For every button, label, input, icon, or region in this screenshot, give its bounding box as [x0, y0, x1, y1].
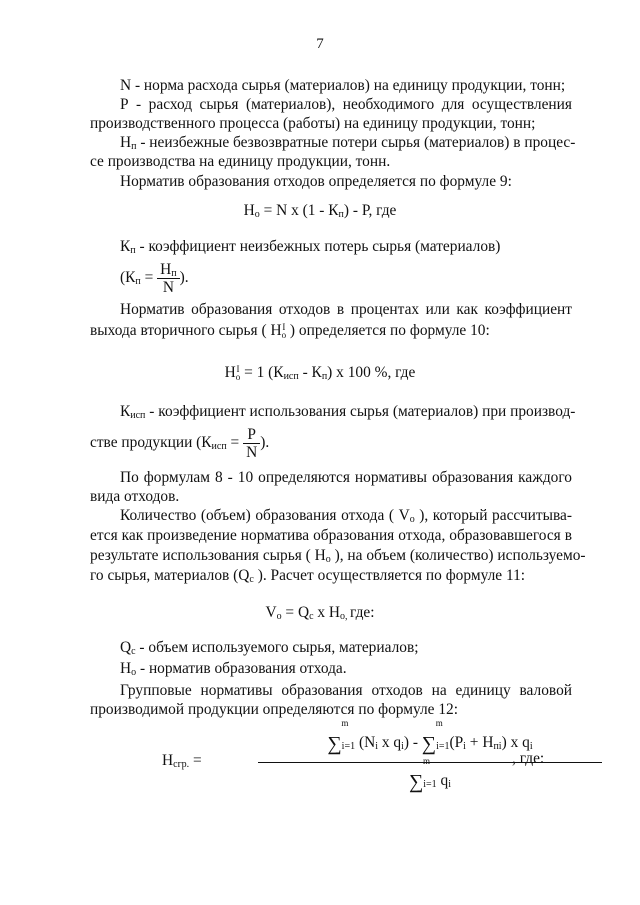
- text-line: производственного процесса (работы) на единицу продукции, тонн;: [90, 115, 536, 132]
- text-line: По формулам 8 - 10 определяются нормативы образования каждого: [120, 469, 572, 486]
- text-line: производимой продукции определяются по формуле 12:: [90, 701, 459, 718]
- formula-kp: ($К_п$ = $\frac{Н_п}{N}$ ).: [120, 260, 189, 296]
- formula-10: Н I о = 1 $(К_{исп} - К_п)$ х 100 %, где: [224, 364, 416, 383]
- text-line: $Q_с$ - объем используемого сырья, материалов;: [120, 639, 419, 657]
- text-line: N - норма расхода сырья (материалов) на единицу продукции, тонн;: [120, 77, 566, 94]
- text-line: се производства на единицу продукции, тонн.: [90, 153, 391, 170]
- formula-12-numerator: m $\sum_{i=1}$ ($N_i$ х $q_i$) - m $\sum_{i=1}(P_i + H_{пi})$ х $q_i$: [327, 718, 533, 755]
- text-line: го сырья, материалов ($Q_с$ ). Расчет осуществляется по формуле 11:: [90, 567, 526, 585]
- text-line: $Н_о$ - норматив образования отхода.: [120, 660, 347, 678]
- fraction: $\frac{Р}{N}$: [243, 426, 260, 461]
- text-line: Норматив образования отходов в процентах или как коэффициент: [120, 301, 572, 318]
- page-number: 7: [316, 36, 324, 52]
- formula-12-tail: , где:: [512, 750, 545, 767]
- text-line: Норматив образования отходов определяется по формуле 9:: [120, 173, 512, 190]
- text-line: Р - расход сырья (материалов), необходимого для осуществления: [120, 96, 572, 113]
- text-line: ется как произведение норматива образования отхода, образовавшегося в: [90, 527, 572, 544]
- text-line: выхода вторичного сырья ( Н I о ) определяется по формуле 10:: [90, 322, 490, 341]
- formula-12-lhs: $Н_{сгр.}$ =: [162, 752, 202, 770]
- fraction: $\frac{Н_п}{N}$: [157, 261, 179, 296]
- text-line: Количество (объем) образования отхода ( $V_о$ ), который рассчитыва-: [120, 507, 572, 525]
- text-line: результате использования сырья ( $Н_о$ ), на объем (количество) используемо-: [90, 547, 586, 565]
- text-line: стве продукции ($К_{исп}$ = $\frac{Р}{N}$ ).: [90, 425, 270, 461]
- formula-11: $V_о = Q_с$ х $Н_{о,}$ где:: [265, 604, 375, 622]
- text-line: Групповые нормативы образования отходов на единицу валовой: [120, 682, 572, 699]
- text-line: $Н_п$ - неизбежные безвозвратные потери сырья (материалов) в процес-: [120, 134, 576, 152]
- formula-9: $Н_о = N$ х $(1 - К_п)$ - Р, где: [243, 202, 397, 220]
- formula-12-denominator: m $\sum_{i=1}$ $q_i$: [408, 756, 451, 793]
- text-line: $К_п$ - коэффициент неизбежных потерь сырья (материалов): [120, 238, 501, 256]
- text-line: вида отходов.: [90, 488, 180, 505]
- text-line: $К_{исп}$ - коэффициент использования сырья (материалов) при производ-: [120, 403, 576, 421]
